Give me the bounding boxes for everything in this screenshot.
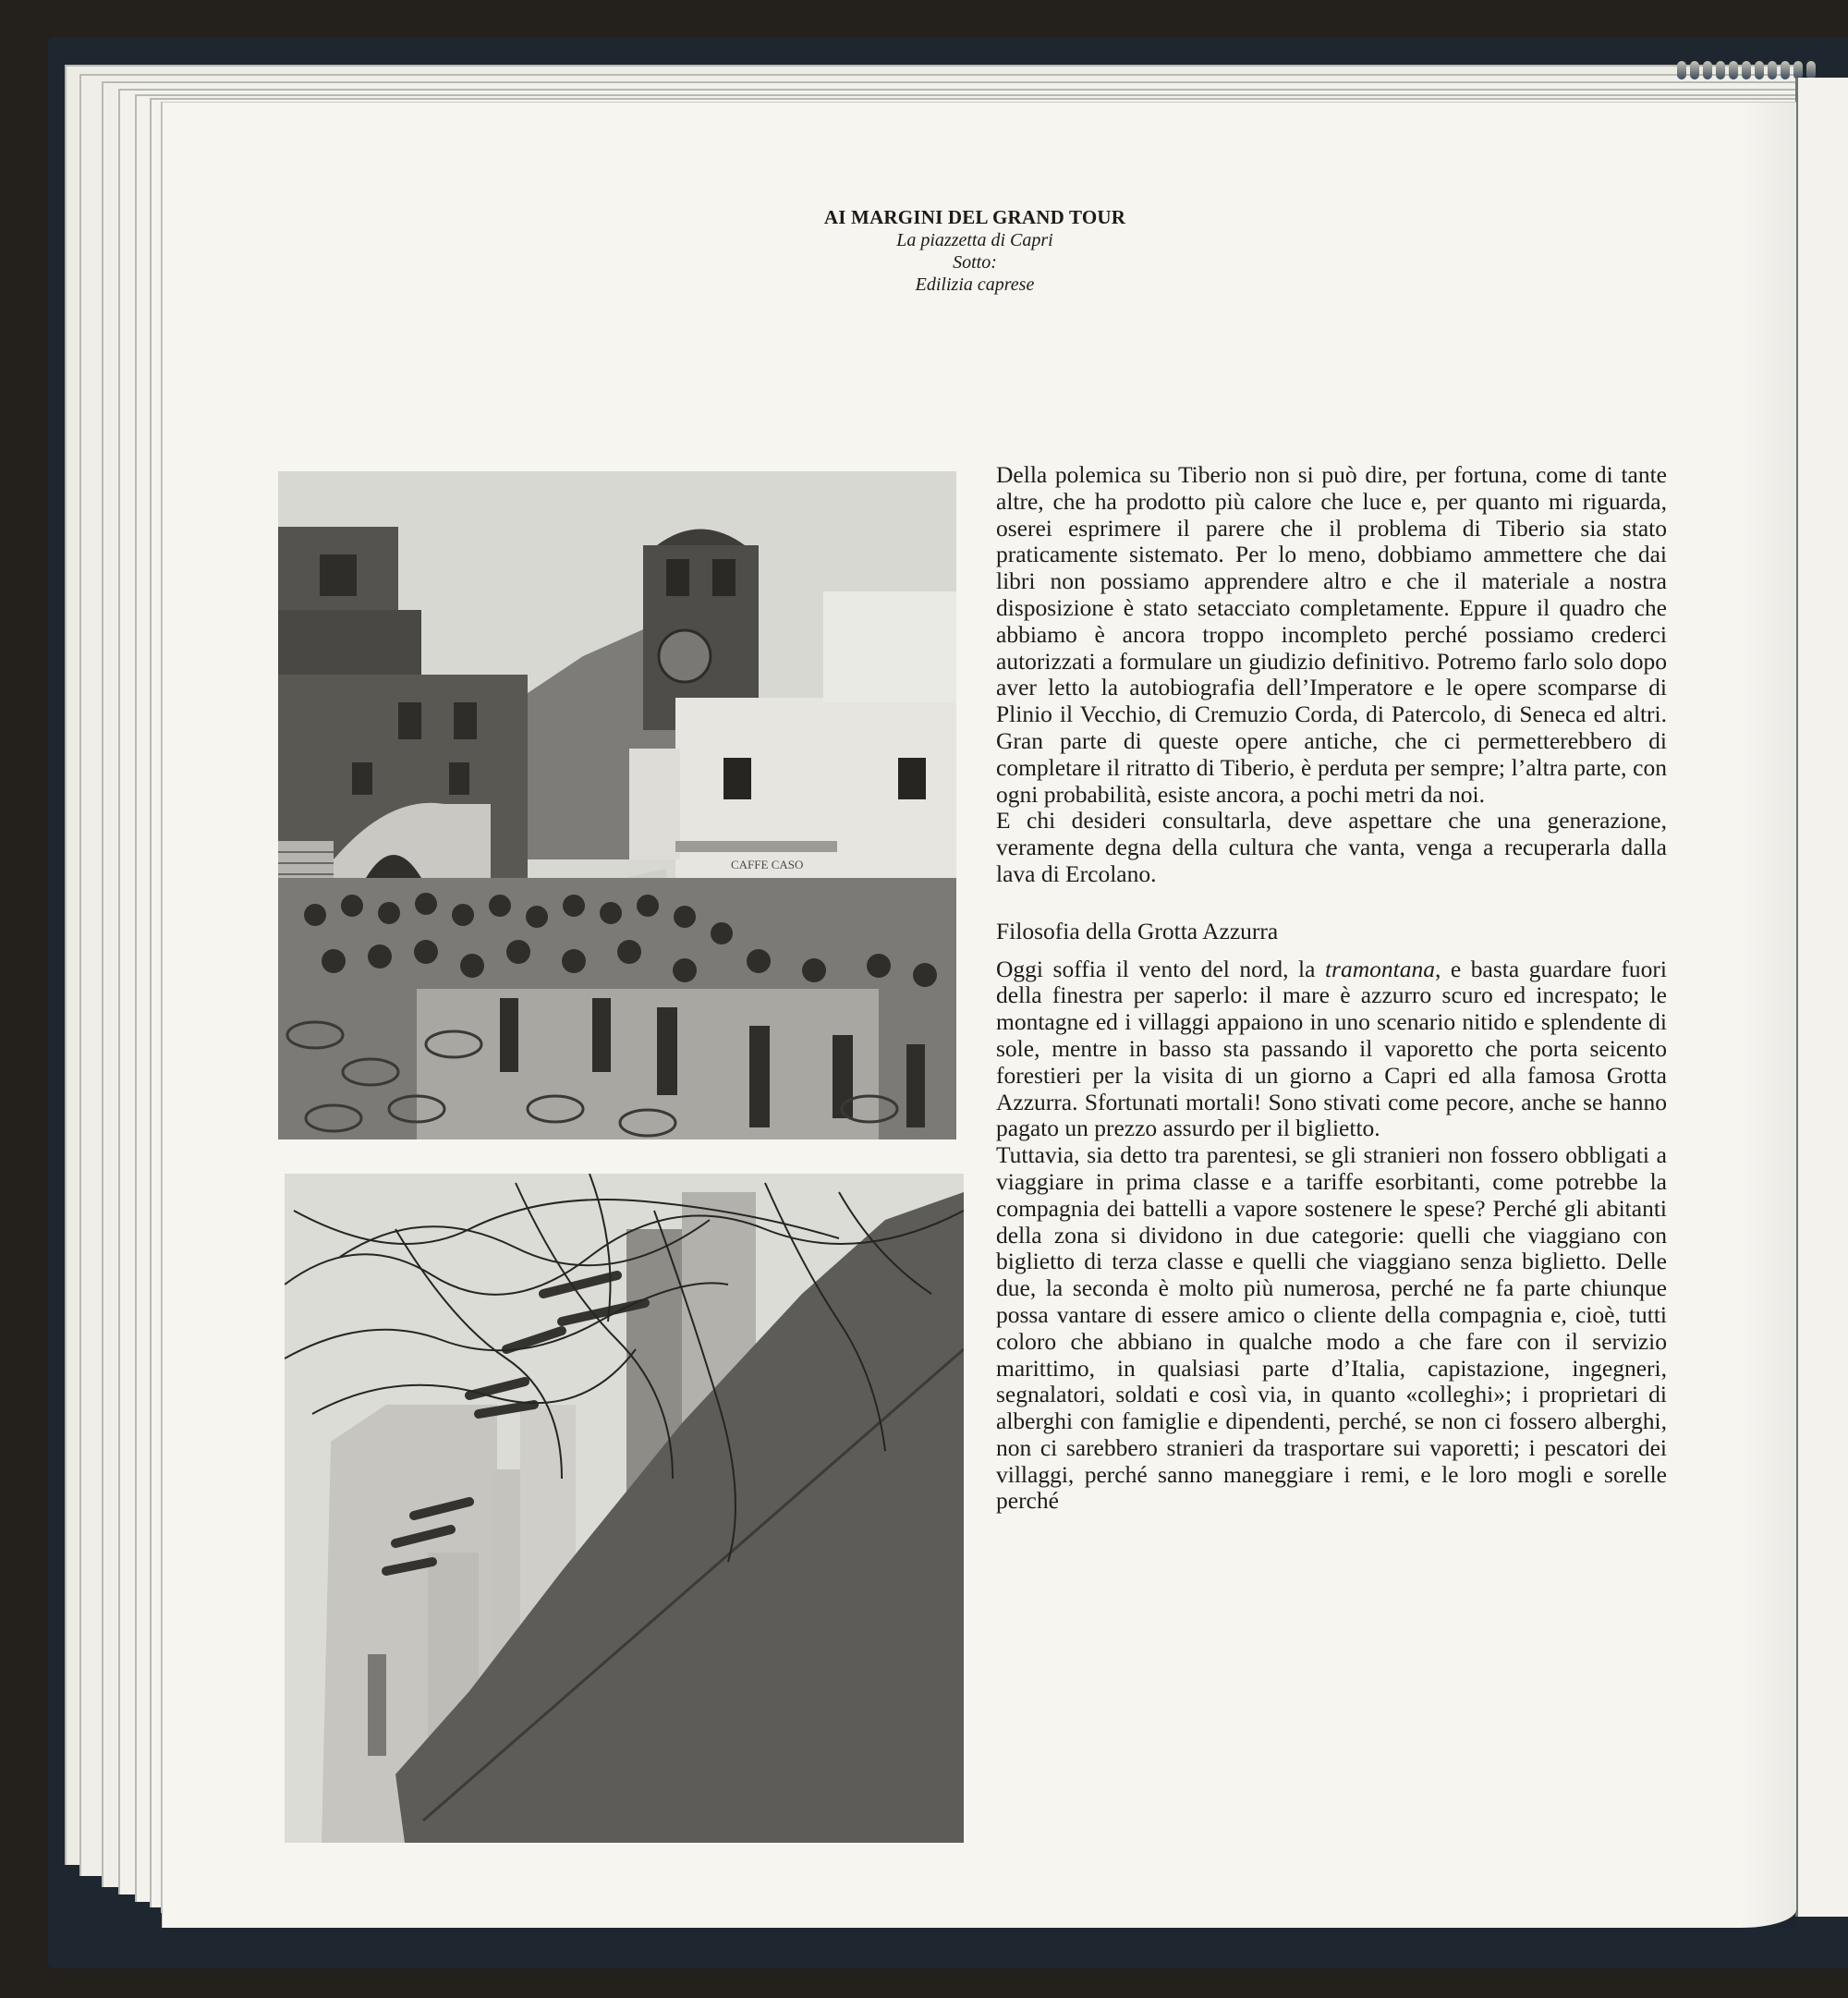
body-text-column <box>996 462 1667 1515</box>
page-header <box>721 205 1229 296</box>
spine-stitching <box>1677 35 1816 79</box>
photo-piazzetta-capri <box>278 471 956 1139</box>
caption-below-label: Sotto: <box>953 252 997 273</box>
paragraph-1: Della polemica su Tiberio non si può dire, per fortuna, come di tante altre, che ha prodotto più calore che luce e, per quanto mi riguarda, oserei esprimere il parere che il problema di Tiberio sia stato praticamente sistemato. Per lo meno, dobbiamo ammettere che dai libri non possiamo apprendere altro e che il materiale a nostra disposizione è stato setacciato completamente. Eppure il quadro che abbiamo è ancora troppo incompleto perché possiamo crederci autorizzati a formulare un giudizio definitivo. Potremo farlo solo dopo aver letto la autobiografia dell’Imperatore e le opere scomparse di Plinio il Vecchio, di Cremuzio Corda, di Patercolo, di Seneca ed altri. Gran parte di queste opere antiche, che ci permetterebbero di completare il ritratto di Tiberio, è perduta per sempre; l’altra parte, con ogni probabilità, esiste ancora, a pochi metri da noi. <box>996 461 1667 808</box>
caption-bottom-photo: Edilizia caprese <box>915 274 1035 295</box>
italic-word-tramontana: tramontana <box>1324 955 1435 982</box>
facing-page <box>1795 78 1848 1917</box>
photo-edilizia-caprese <box>285 1174 964 1843</box>
section-heading: Filosofia della Grotta Azzurra <box>996 917 1279 944</box>
paragraph-3: Oggi soffia il vento del nord, la tramontana, e basta guardare fuori della finestra per saperlo: il mare è azzurro scuro ed increspato; le montagne ed i villaggi appaiono in uno scenario nitido e splendente di sole, mentre in basso sta passando il vaporetto che porta seicento forestieri per la visita di un giorno a Capri ed alla famosa Grotta Azzurra. Sfortunati mortali! Sono stivati come pecore, anche se hanno pagato un prezzo assurdo per il biglietto. <box>996 955 1668 1142</box>
caffe-caso-sign: CAFFE CASO <box>731 858 804 871</box>
edilizia-image <box>285 1174 964 1843</box>
chapter-title: AI MARGINI DEL GRAND TOUR <box>823 206 1126 228</box>
paragraph-4: Tuttavia, sia detto tra parentesi, se gli stranieri non fossero obbligati a viaggiare in prima classe e a tariffe esorbitanti, come potrebbe la compagnia dei battelli a vapore sostenere le spese? Perché gli abitanti della zona si dividono in due categorie: quelli che viaggiano con biglietto di terza classe e quelli che viaggiano senza biglietto. Delle due, la seconda è molto più numerosa, perché ne fa parte chiunque possa vantare di essere amico o cliente della compagnia e, cioè, tutti coloro che abbiano in qualche modo a che fare con il servizio marittimo, in qualsiasi parte d’Italia, capistazione, ingegneri, segnalatori, soldati e così via, in quanto «colleghi»; i proprietari di alberghi con famiglie e dipendenti, perché, se non ci fossero alberghi, non ci sarebbero stranieri da trasportare sui vaporetti; i pescatori dei villaggi, perché sanno maneggiare i remi, e le loro mogli e sorelle perché <box>996 1141 1667 1515</box>
paragraph-2: E chi desideri consultarla, deve aspettare che una generazione, veramente degna della cultura che vanta, venga a recuperarla dalla lava di Ercolano. <box>996 807 1667 887</box>
piazzetta-image <box>278 471 956 1139</box>
caption-top-photo: La piazzetta di Capri <box>896 230 1053 250</box>
